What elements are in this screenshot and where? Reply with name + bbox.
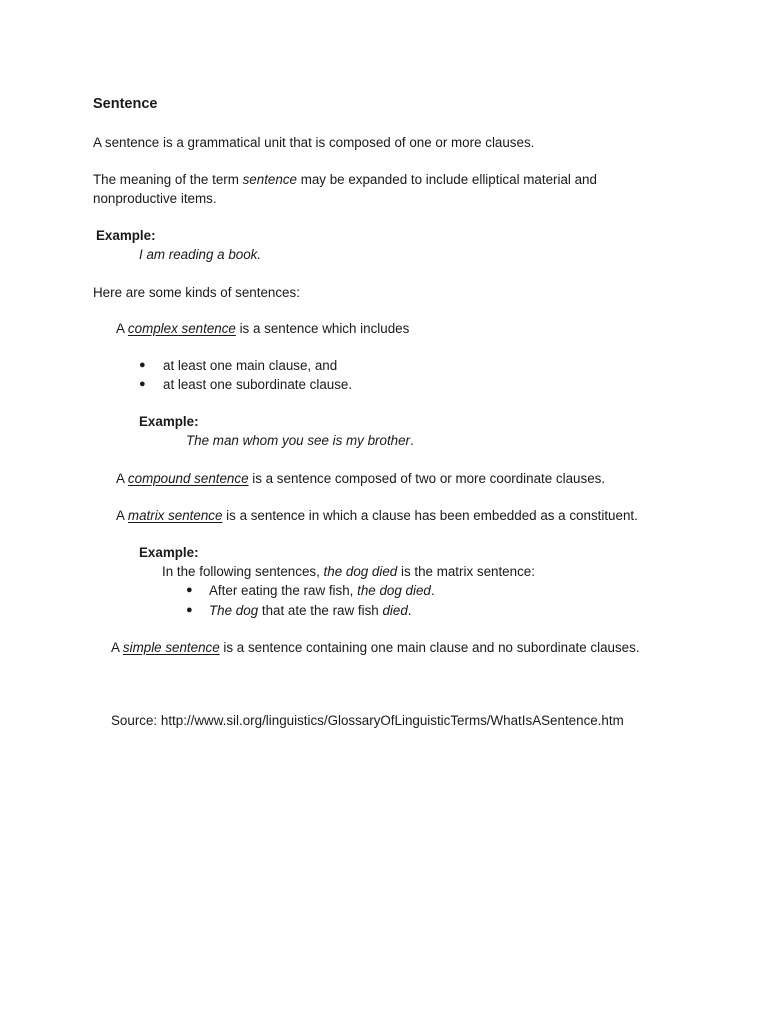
list-item: at least one main clause, and xyxy=(163,358,338,373)
example-text: I am reading a book. xyxy=(139,247,262,262)
bullet-icon: ● xyxy=(186,584,193,596)
example-label: Example: xyxy=(96,228,156,243)
example-label: Example: xyxy=(139,545,199,560)
complex-example-text: The man whom you see is my brother. xyxy=(186,433,414,448)
complex-sentence-term: complex sentence xyxy=(127,321,236,336)
meaning-term: sentence xyxy=(242,172,297,187)
compound-sentence-term: compound sentence xyxy=(127,471,249,486)
definition-paragraph: A sentence is a grammatical unit that is composed of one or more clauses. xyxy=(93,135,535,150)
page-title: Sentence xyxy=(93,96,158,112)
matrix-sentence-term: matrix sentence xyxy=(127,508,223,523)
kinds-intro: Here are some kinds of sentences: xyxy=(93,285,300,300)
list-item: at least one subordinate clause. xyxy=(163,377,353,392)
example-label: Example: xyxy=(139,414,199,429)
meaning-paragraph-line1 xyxy=(93,170,597,189)
bullet-icon: ● xyxy=(186,604,193,616)
list-item: After eating the raw fish, the dog died. xyxy=(209,583,435,598)
bullet-icon: ● xyxy=(139,378,146,390)
simple-sentence-term: simple sentence xyxy=(122,640,220,655)
compound-sentence-definition: A compound sentence is a sentence composed of two or more coordinate clauses. xyxy=(116,471,606,486)
source-citation: Source: http://www.sil.org/linguistics/GlossaryOfLinguisticTerms/WhatIsASentence.htm xyxy=(111,713,624,728)
matrix-sentence-definition: A matrix sentence is a sentence in which a clause has been embedded as a constituent. xyxy=(116,508,638,523)
complex-sentence-definition: A complex sentence is a sentence which includes xyxy=(116,321,410,336)
meaning-pre: The meaning of the term xyxy=(93,172,243,187)
simple-sentence-definition: A simple sentence is a sentence containing one main clause and no subordinate clauses. xyxy=(111,640,640,655)
meaning-post: may be expanded to include elliptical material and xyxy=(296,172,597,187)
matrix-example-intro: In the following sentences, the dog died is the matrix sentence: xyxy=(162,564,535,579)
meaning-paragraph-line2: nonproductive items. xyxy=(93,191,217,206)
list-item: The dog that ate the raw fish died. xyxy=(209,603,412,618)
bullet-icon: ● xyxy=(139,359,146,371)
